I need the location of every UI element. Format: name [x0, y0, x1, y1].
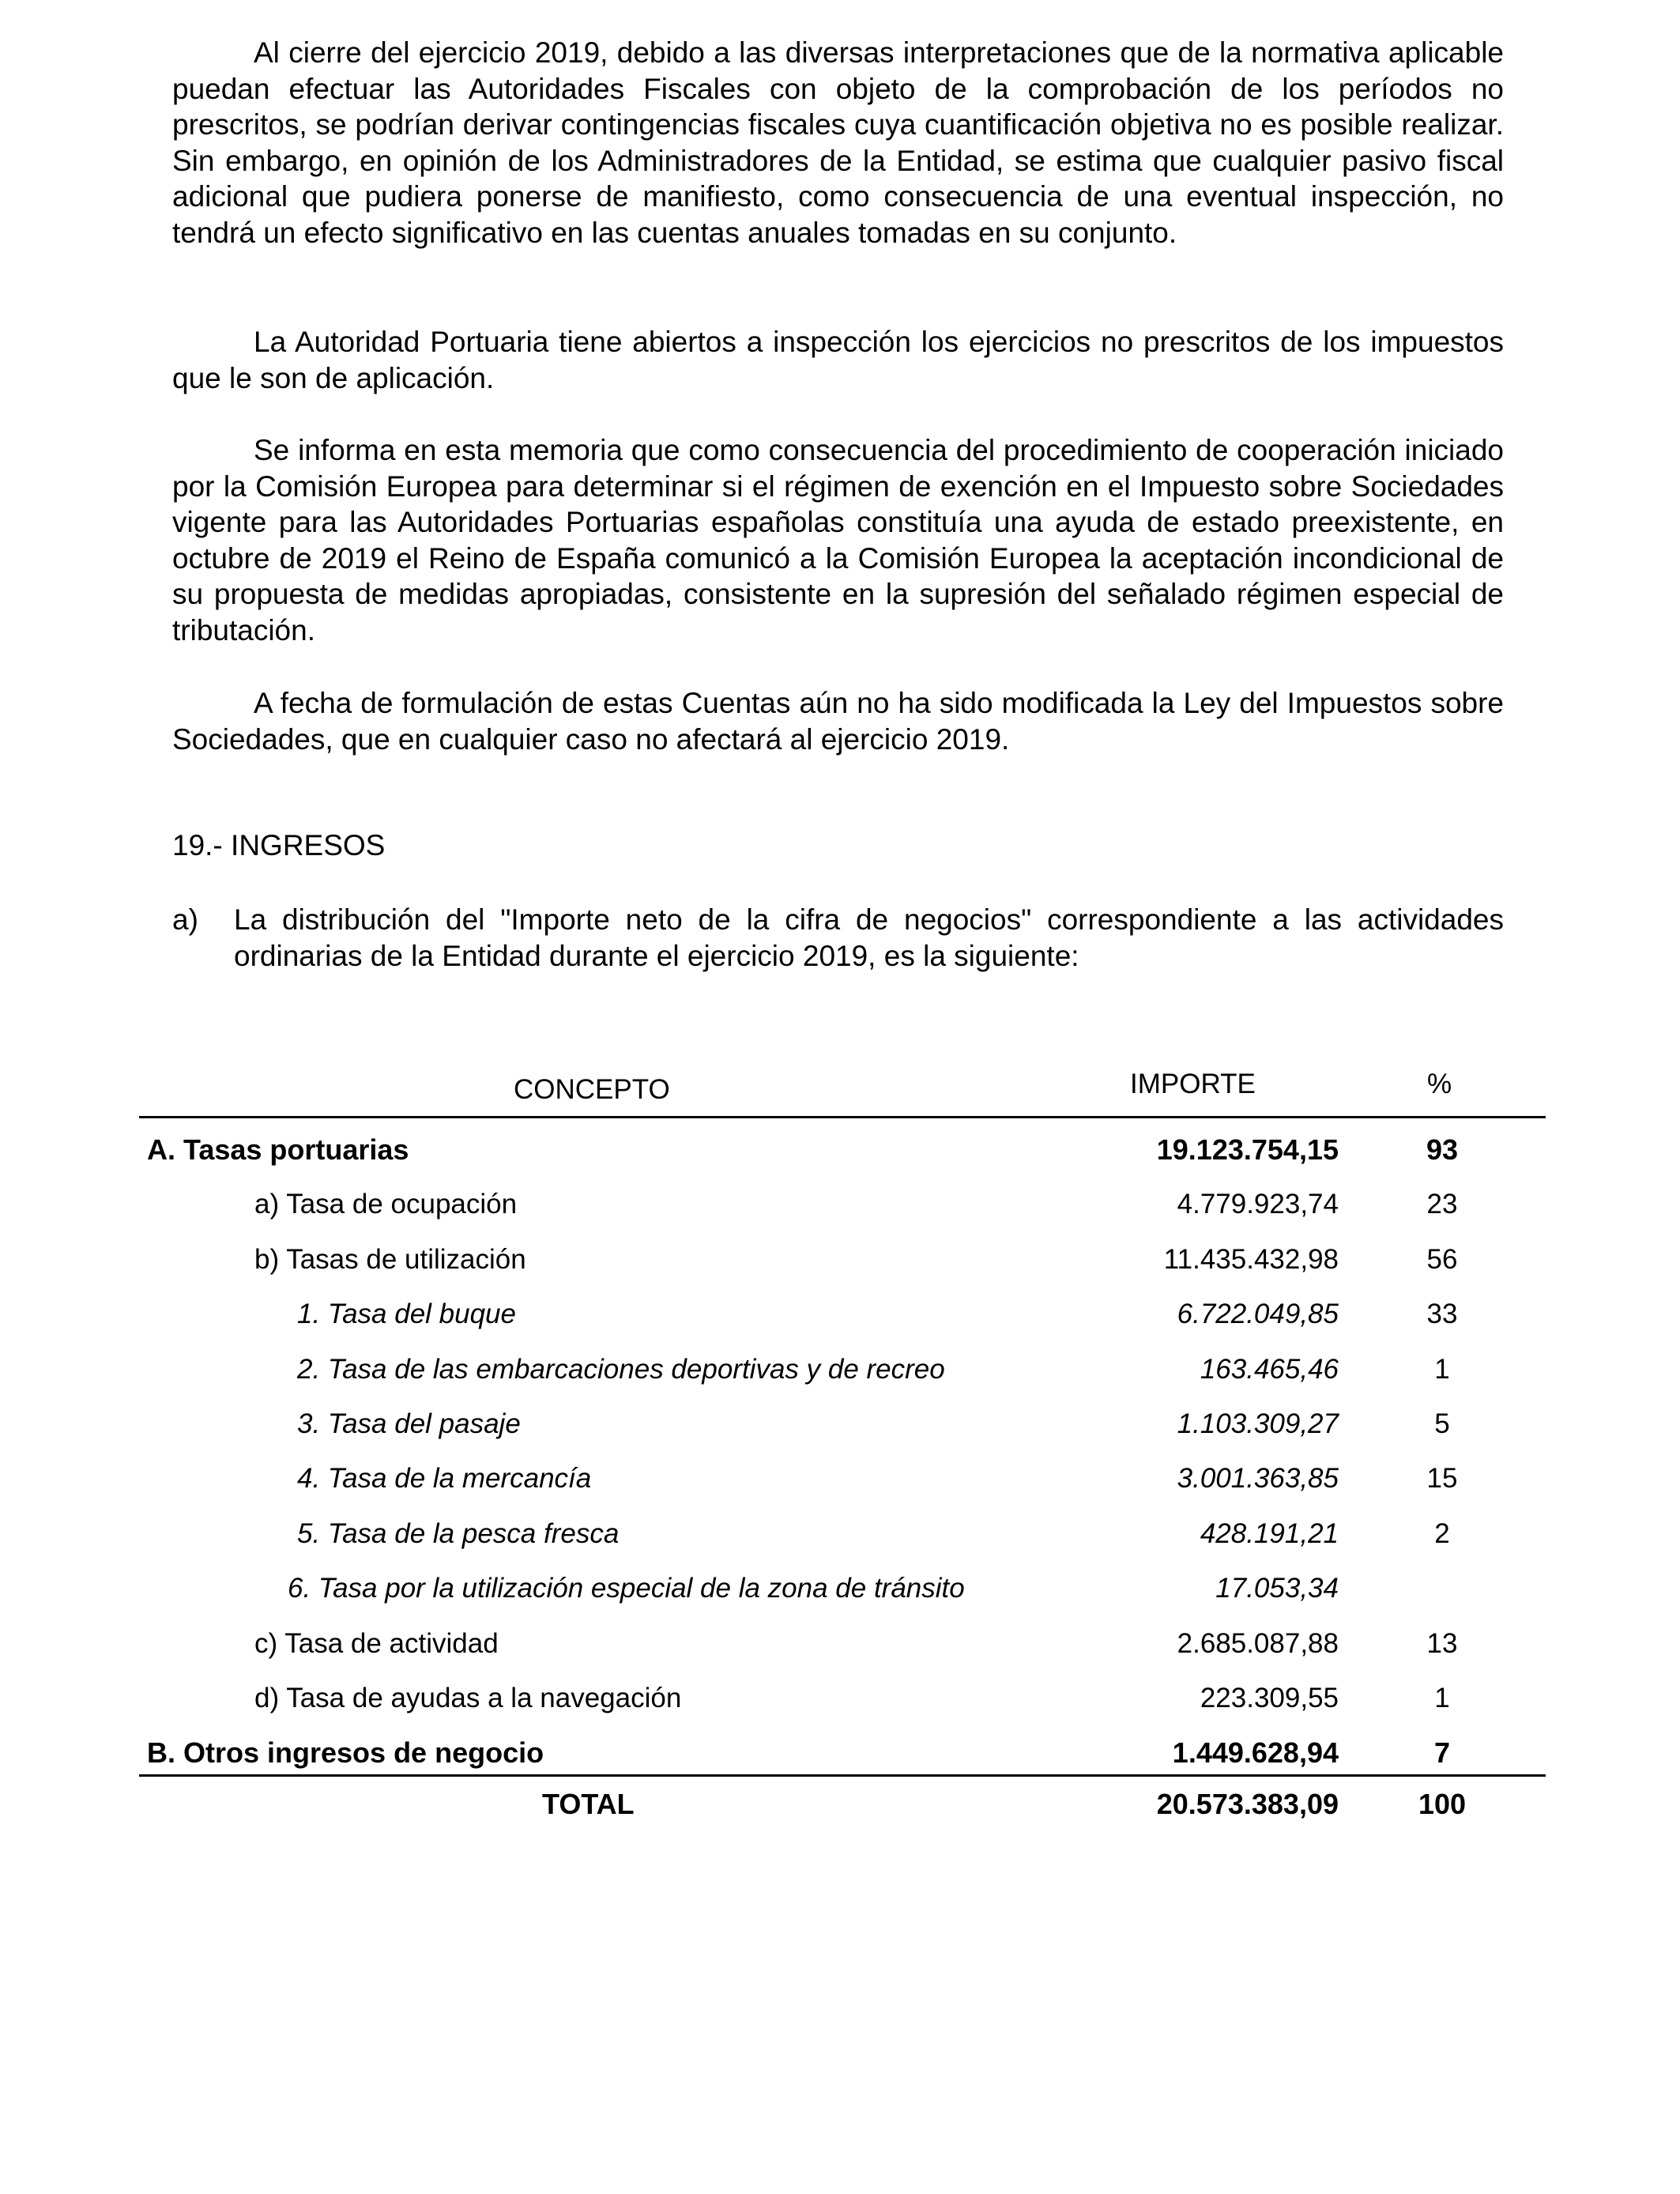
table-row	[0, 1733, 1680, 1789]
row-percent: 93	[1426, 1133, 1459, 1166]
row-amount: 1.103.309,27	[1177, 1408, 1339, 1439]
list-item-marker: a)	[172, 903, 198, 936]
row-concept: c) Tasa de actividad	[254, 1628, 499, 1659]
row-amount: 428.191,21	[1200, 1518, 1339, 1549]
header-concept: CONCEPTO	[514, 1074, 670, 1105]
row-concept: 2. Tasa de las embarcaciones deportivas y de recreo	[297, 1354, 945, 1385]
row-amount: 223.309,55	[1200, 1683, 1339, 1713]
row-concept: 3. Tasa del pasaje	[297, 1408, 521, 1439]
row-percent: 13	[1426, 1628, 1458, 1659]
row-concept: 5. Tasa de la pesca fresca	[297, 1518, 620, 1549]
row-concept: B. Otros ingresos de negocio	[147, 1736, 544, 1769]
table-row	[0, 1240, 1680, 1295]
row-amount: 3.001.363,85	[1177, 1463, 1339, 1494]
row-amount: 1.449.628,94	[1172, 1736, 1339, 1769]
paragraph-corporate-tax-law: A fecha de formulación de estas Cuentas aún no ha sido modificada la Ley del Impuestos sobre Sociedades, que en cualquier caso no afectará al ejercicio 2019.	[172, 687, 1504, 756]
row-amount: 4.779.923,74	[1177, 1189, 1339, 1220]
table-row	[0, 1130, 1680, 1186]
row-concept: 4. Tasa de la mercancía	[297, 1463, 592, 1494]
paragraph-tax-contingencies: Al cierre del ejercicio 2019, debido a las diversas interpretaciones que de la normativa aplicable puedan efectuar las Autoridades Fiscales con objeto de la comprobación de los períodos no prescritos, se podrían derivar contingencias fiscales cuya cuantificación objetiva no es posible realizar. Sin embargo, en opinión de los Administradores de la Entidad, se estima que cualquier pasivo fiscal adicional que pudiera ponerse de manifiesto, como consecuencia de una eventual inspección, no tendrá un efecto significativo en las cuentas anuales tomadas en su conjunto.	[172, 36, 1504, 249]
row-percent: 33	[1426, 1299, 1458, 1329]
header-percent: %	[1427, 1069, 1452, 1099]
list-item-text: La distribución del "Importe neto de la cifra de negocios" correspondiente a las actividades ordinarias de la Entidad durante el ejercicio 2019, es la siguiente:	[234, 903, 1504, 972]
table-row	[0, 1624, 1680, 1679]
total-amount: 20.573.383,09	[1156, 1788, 1339, 1820]
table-row	[0, 1679, 1680, 1734]
row-concept: a) Tasa de ocupación	[254, 1189, 518, 1220]
total-label: TOTAL	[542, 1788, 635, 1820]
row-amount: 2.685.087,88	[1177, 1628, 1339, 1659]
row-concept: d) Tasa de ayudas a la navegación	[254, 1683, 682, 1713]
table-row	[0, 1514, 1680, 1570]
row-concept: b) Tasas de utilización	[254, 1244, 526, 1275]
table-row	[0, 1459, 1680, 1514]
row-concept: 1. Tasa del buque	[297, 1299, 516, 1329]
row-amount: 19.123.754,15	[1156, 1133, 1339, 1166]
table-row	[0, 1295, 1680, 1350]
row-percent: 1	[1434, 1354, 1450, 1385]
total-rule	[139, 1774, 1546, 1777]
row-percent: 15	[1426, 1463, 1458, 1494]
header-amount: IMPORTE	[1130, 1069, 1256, 1099]
section-title: 19.- INGRESOS	[172, 829, 386, 861]
table-row-total	[0, 1785, 1680, 1840]
total-percent: 100	[1418, 1788, 1467, 1820]
row-concept: 6. Tasa por la utilización especial de la zona de tránsito	[288, 1573, 965, 1604]
row-concept: A. Tasas portuarias	[147, 1133, 409, 1166]
header-rule	[139, 1116, 1546, 1118]
row-percent: 1	[1434, 1683, 1450, 1713]
paragraph-inspection: La Autoridad Portuaria tiene abiertos a inspección los ejercicios no prescritos de los impuestos que le son de aplicación.	[172, 326, 1504, 394]
row-percent: 23	[1426, 1189, 1458, 1220]
row-percent: 5	[1434, 1408, 1450, 1439]
paragraph-european-commission: Se informa en esta memoria que como consecuencia del procedimiento de cooperación iniciado por la Comisión Europea para determinar si el régimen de exención en el Impuesto sobre Sociedades vigente para las Autoridades Portuarias españolas constituía una ayuda de estado preexistente, en octubre de 2019 el Reino de España comunicó a la Comisión Europea la aceptación incondicional de su propuesta de medidas apropiadas, consistente en la supresión del señalado régimen especial de tributación.	[172, 434, 1504, 647]
row-amount: 17.053,34	[1215, 1573, 1339, 1604]
table-row	[0, 1350, 1680, 1405]
row-amount: 11.435.432,98	[1163, 1244, 1339, 1275]
row-amount: 163.465,46	[1200, 1354, 1339, 1385]
row-percent: 2	[1434, 1518, 1450, 1549]
row-amount: 6.722.049,85	[1177, 1299, 1339, 1329]
row-percent: 56	[1426, 1244, 1458, 1275]
table-row	[0, 1404, 1680, 1460]
table-row	[0, 1185, 1680, 1240]
row-percent: 7	[1433, 1736, 1451, 1769]
table-row	[0, 1569, 1680, 1624]
